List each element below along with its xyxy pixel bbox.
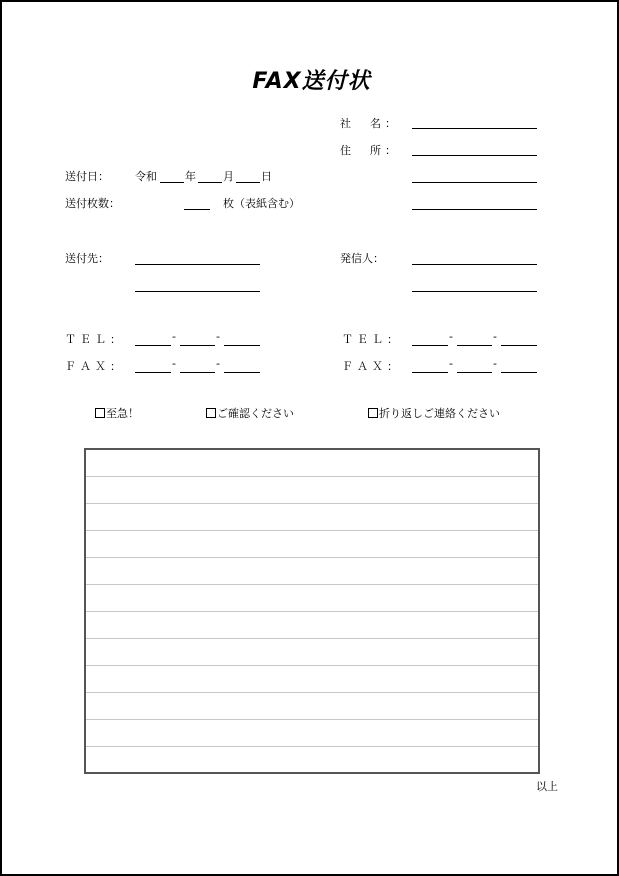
ruled-line [86,584,538,585]
ruled-line [86,719,538,720]
message-box[interactable] [84,448,540,774]
ruled-line [86,692,538,693]
checkbox-urgent-label: 至急！ [106,407,139,420]
ruled-line [86,665,538,666]
to-label: 送付先： [65,252,109,265]
from-field-line-1[interactable] [412,264,537,265]
month-field[interactable] [198,182,222,183]
to-field-line-2[interactable] [135,291,260,292]
company-label: 社 名： [340,117,400,130]
year-unit: 年 [185,170,196,183]
checkbox-urgent[interactable] [95,407,139,421]
year-field[interactable] [160,182,184,183]
closing-text: 以上 [536,780,558,793]
checkbox-please-confirm-label: ご確認ください [217,407,294,420]
to-field-line-1[interactable] [135,264,260,265]
ruled-line [86,557,538,558]
day-unit: 日 [261,170,272,183]
page-count-field[interactable] [184,209,210,210]
ruled-line [86,503,538,504]
checkbox-please-confirm[interactable] [206,407,294,421]
from-tel-label: ＴＥＬ： [342,333,402,346]
to-fax-label: ＦＡＸ： [65,360,125,373]
from-fax-label: ＦＡＸ： [342,360,402,373]
ruled-line [86,611,538,612]
checkbox-please-reply[interactable] [368,407,500,421]
day-field[interactable] [236,182,260,183]
page-count-label: 送付枚数： [65,197,120,210]
checkbox-please-reply-label: 折り返しご連絡ください [379,407,500,420]
ruled-line [86,530,538,531]
era-text: 令和 [135,170,157,183]
address-field-line-3[interactable] [412,209,537,210]
checkbox-icon[interactable] [368,408,378,418]
checkbox-icon[interactable] [95,408,105,418]
address-label: 住 所： [340,144,400,157]
month-unit: 月 [223,170,234,183]
send-date-label: 送付日： [65,170,109,183]
to-tel-label: ＴＥＬ： [65,333,125,346]
checkbox-icon[interactable] [206,408,216,418]
page-count-unit: 枚（表紙含む） [223,197,300,210]
ruled-line [86,746,538,747]
document-title: FAX送付状 [252,69,371,94]
from-field-line-2[interactable] [412,291,537,292]
company-field[interactable] [412,128,537,129]
ruled-line [86,476,538,477]
from-label: 発信人： [340,252,384,265]
ruled-line [86,638,538,639]
fax-cover-sheet: FAX送付状 社 名： 住 所： 送付日： 令和 年 月 日 送付枚数： 枚（表紙含む） 送付先： 発信人： ＴＥＬ： - - ＦＡＸ： - - ＴＥＬ： - - ＦＡＸ： - - 至急！ ご確認ください 折り返しご連絡ください 以上 [0,0,619,876]
address-field-line-1[interactable] [412,155,537,156]
address-field-line-2[interactable] [412,182,537,183]
